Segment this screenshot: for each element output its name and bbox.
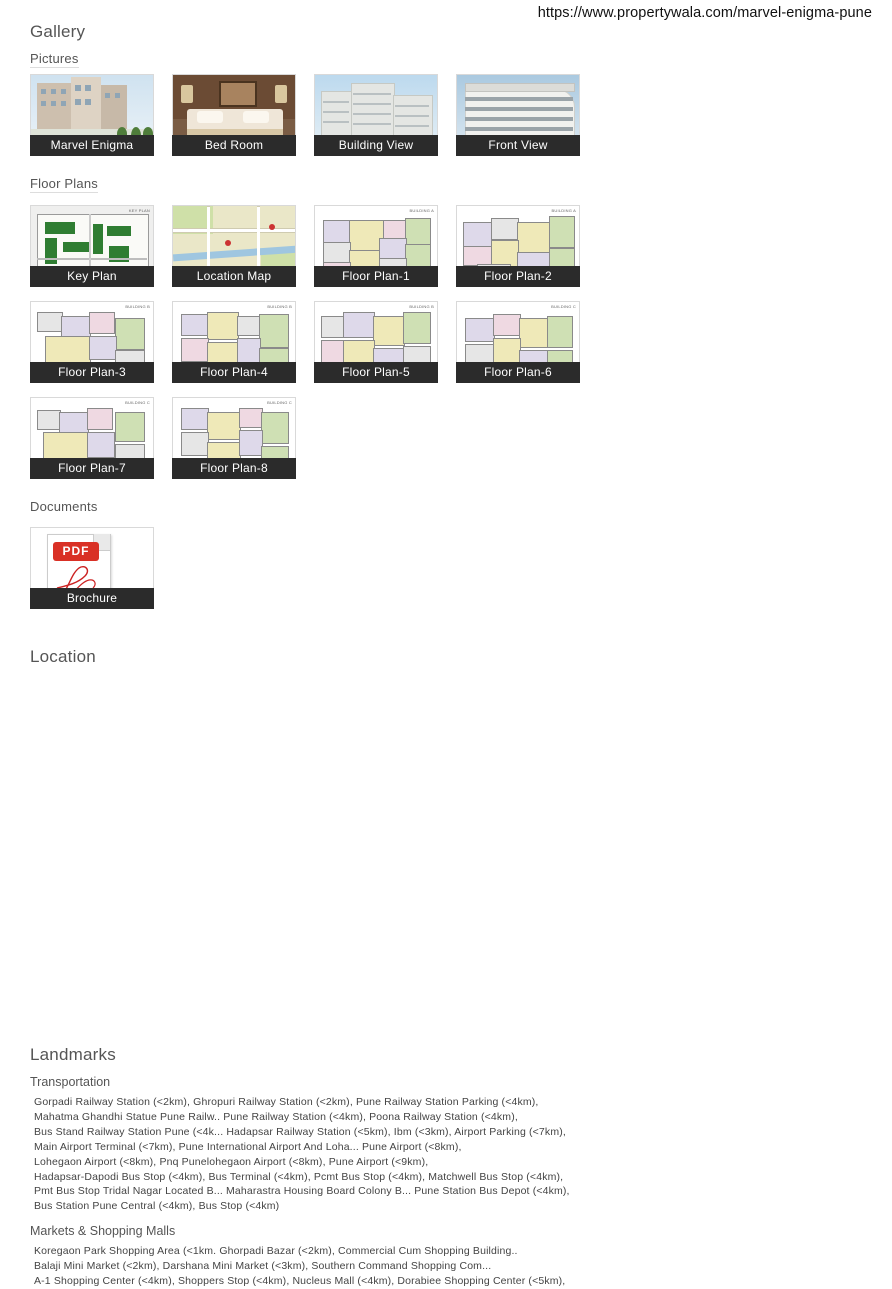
landmark-list-transportation [30, 1095, 860, 1214]
landmark-group-transportation [30, 1075, 860, 1214]
thumbnail-caption: Location Map [172, 266, 296, 287]
gallery-item-location-map[interactable] [172, 205, 296, 287]
pictures-heading: Pictures [30, 51, 79, 66]
thumbnail-caption: Front View [456, 135, 580, 156]
thumbnail-caption: Floor Plan-8 [172, 458, 296, 479]
gallery-item-building-view[interactable] [314, 74, 438, 156]
landmark-line: A-1 Shopping Center (<4km), Shoppers Stop (<4km), Nucleus Mall (<4km), Dorabiee Shopping Center (<5km), [34, 1275, 566, 1288]
landmark-line: Gorpadi Railway Station (<2km), Ghropuri Railway Station (<2km), Pune Railway Station Parking (<4km), [34, 1096, 539, 1108]
thumbnail-caption: Key Plan [30, 266, 154, 287]
gallery-item-floor-plan-8[interactable] [172, 397, 296, 479]
thumbnail-caption: Floor Plan-2 [456, 266, 580, 287]
thumbnail-caption: Brochure [30, 588, 154, 609]
landmark-line: Mahatma Ghandhi Statue Pune Railw.. Pune Railway Station (<4km), Poona Railway Station (<4km), [34, 1110, 518, 1123]
gallery-item-marvel-enigma[interactable] [30, 74, 154, 156]
plan-corner-label: BUILDING B [409, 304, 434, 309]
landmark-line: Hadapsar-Dapodi Bus Stop (<4km), Bus Terminal (<4km), Pcmt Bus Stop (<4km), Matchwell Bus Stop (<4km), [34, 1170, 564, 1183]
floor-plans-heading: Floor Plans [30, 176, 98, 191]
plan-corner-label: BUILDING A [409, 208, 434, 213]
gallery-item-front-view[interactable] [456, 74, 580, 156]
landmark-line: Bus Stand Railway Station Pune (<4k... Hadapsar Railway Station (<5km), Ibm (<3km), Airport Parking (<7km), [34, 1125, 566, 1138]
landmark-line: Main Airport Terminal (<7km), Pune International Airport And Loha... Pune Airport (<8km), [34, 1140, 462, 1153]
plan-corner-label: BUILDING B [125, 304, 150, 309]
thumbnail-caption: Floor Plan-1 [314, 266, 438, 287]
documents-heading: Documents [30, 499, 98, 514]
plan-corner-label: BUILDING C [267, 400, 292, 405]
gallery-item-floor-plan-3[interactable] [30, 301, 154, 383]
thumbnail-caption: Floor Plan-5 [314, 362, 438, 383]
thumbnail-caption: Floor Plan-3 [30, 362, 154, 383]
landmarks-section [30, 1045, 860, 1289]
pdf-icon: PDF [53, 542, 99, 561]
gallery-item-floor-plan-2[interactable] [456, 205, 580, 287]
location-heading: Location [30, 647, 96, 666]
landmark-list-markets [30, 1244, 860, 1289]
plan-corner-label: BUILDING C [125, 400, 150, 405]
plan-corner-label: BUILDING B [267, 304, 292, 309]
gallery-item-floor-plan-6[interactable] [456, 301, 580, 383]
location-map-placeholder[interactable] [30, 675, 860, 1045]
floor-plans-grid [30, 205, 630, 493]
plan-corner-label: KEY PLAN [128, 208, 150, 213]
gallery-item-bed-room[interactable] [172, 74, 296, 156]
landmark-line: Koregaon Park Shopping Area (<1km. Ghorpadi Bazar (<2km), Commercial Cum Shopping Building.. [34, 1245, 518, 1258]
landmark-line: Lohegaon Airport (<8km), Pnq Punelohegaon Airport (<8km), Pune Airport (<9km), [34, 1155, 429, 1168]
pictures-grid [30, 74, 630, 170]
landmarks-heading: Landmarks [30, 1045, 116, 1064]
gallery-item-floor-plan-5[interactable] [314, 301, 438, 383]
landmark-line: Balaji Mini Market (<2km), Darshana Mini Market (<3km), Southern Command Shopping Com... [34, 1260, 492, 1273]
landmark-line: Bus Station Pune Central (<4km), Bus Stop (<4km) [34, 1200, 280, 1213]
thumbnail-caption: Floor Plan-7 [30, 458, 154, 479]
thumbnail-caption: Building View [314, 135, 438, 156]
page-content [30, 22, 860, 1289]
plan-corner-label: BUILDING C [551, 304, 576, 309]
plan-corner-label: BUILDING A [551, 208, 576, 213]
gallery-item-floor-plan-7[interactable] [30, 397, 154, 479]
landmark-group-title: Markets & Shopping Malls [30, 1224, 176, 1239]
gallery-heading: Gallery [30, 22, 86, 41]
thumbnail-caption: Floor Plan-4 [172, 362, 296, 383]
thumbnail-caption: Floor Plan-6 [456, 362, 580, 383]
page-url: https://www.propertywala.com/marvel-enigma-pune [537, 5, 872, 21]
landmark-group-title: Transportation [30, 1075, 111, 1089]
gallery-item-key-plan[interactable] [30, 205, 154, 287]
thumbnail-caption: Bed Room [172, 135, 296, 156]
thumbnail-caption: Marvel Enigma [30, 135, 154, 156]
gallery-item-brochure[interactable] [30, 527, 154, 609]
documents-grid [30, 527, 630, 623]
gallery-item-floor-plan-4[interactable] [172, 301, 296, 383]
landmark-line: Pmt Bus Stop Tridal Nagar Located B... Maharastra Housing Board Colony B... Pune Station Bus Depot (<4km), [34, 1185, 570, 1198]
gallery-item-floor-plan-1[interactable] [314, 205, 438, 287]
landmark-group-markets [30, 1224, 860, 1289]
